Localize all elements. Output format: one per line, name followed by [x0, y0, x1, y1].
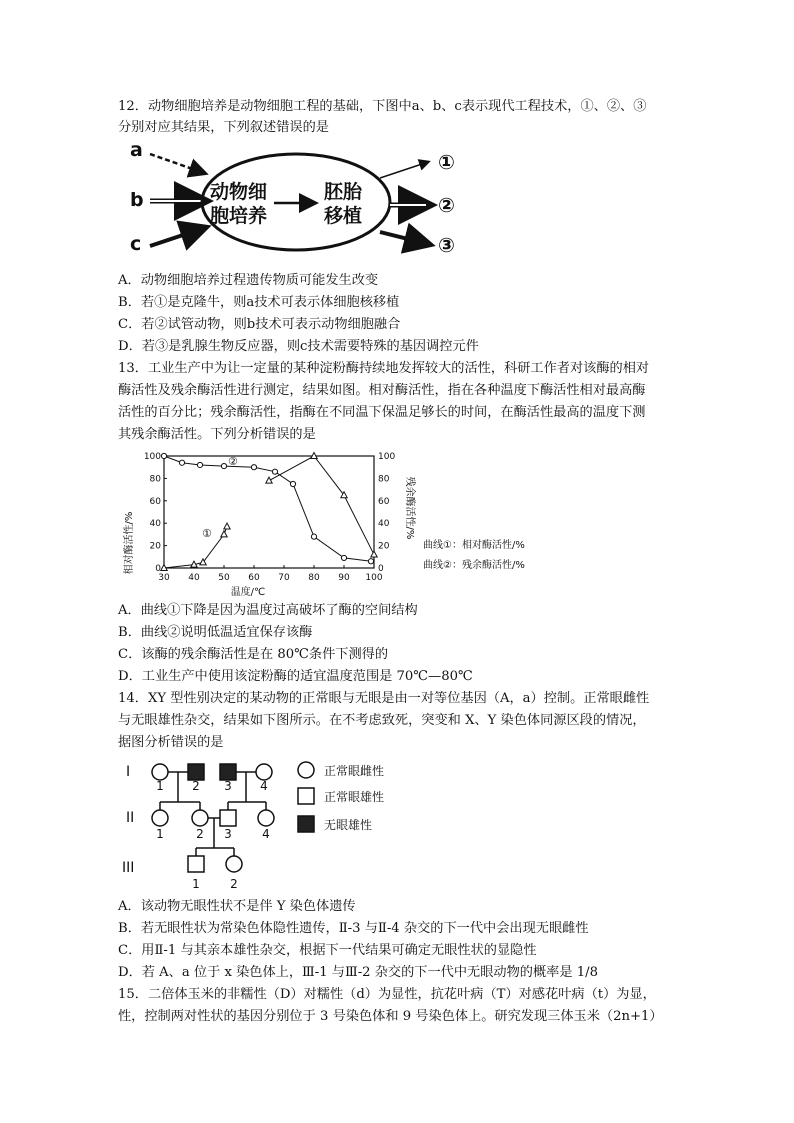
- x-tick-label: 30: [158, 573, 170, 583]
- series-1-point: [224, 523, 230, 529]
- q12-option-c: C．若②试管动物，则b技术可表示动物细胞融合: [118, 317, 401, 332]
- transfer-line-1: 胚胎: [324, 181, 363, 203]
- series-1-point: [221, 531, 227, 537]
- svg-text:2: 2: [192, 779, 200, 793]
- q13-option-c: C．该酶的残余酶活性是在 80℃条件下测得的: [118, 647, 389, 662]
- legend-curve-1: 曲线①：相对酶活性/%: [423, 540, 525, 551]
- label-b: b: [130, 189, 144, 211]
- svg-text:1: 1: [156, 779, 164, 793]
- svg-text:3: 3: [224, 827, 232, 841]
- y-tick-label-right: 100: [378, 452, 396, 462]
- series-2-point: [341, 555, 346, 560]
- series-2-point: [272, 469, 277, 474]
- series-2-point: [161, 453, 166, 458]
- y-tick-label-right: 80: [378, 474, 390, 485]
- legend-symbol-female-normal: [298, 762, 314, 778]
- gen-I: I: [126, 764, 131, 780]
- I-2: [188, 764, 204, 780]
- series-1-point: [266, 477, 272, 483]
- x-tick-label: 80: [308, 573, 320, 583]
- x-tick-label: 50: [218, 573, 230, 583]
- arrow-a: [150, 154, 204, 173]
- q14-stem-line-3: 据图分析错误的是: [118, 735, 224, 750]
- q13-option-d: D．工业生产中使用该淀粉酶的适宜温度范围是 70℃—80℃: [118, 669, 473, 684]
- x-tick-label: 40: [188, 573, 200, 583]
- q14-option-d: D．若 A、a 位于 x 染色体上，Ⅲ-1 与Ⅲ-2 杂交的下一代中无眼动物的概率是 1/8: [118, 965, 598, 980]
- x-tick-label: 100: [365, 573, 383, 583]
- arrow-c: [150, 228, 204, 246]
- q12-option-b: B．若①是克隆牛，则a技术可表示体细胞核移植: [118, 295, 400, 310]
- I-4: [256, 764, 272, 780]
- q14-option-c: C．用Ⅱ-1 与其亲本雄性杂交，根据下一代结果可确定无眼性状的显隐性: [118, 943, 537, 958]
- x-tick-label: 90: [338, 573, 350, 583]
- II-2: [192, 810, 208, 826]
- q13-stem-line-1: 13．工业生产中为让一定量的某种淀粉酶持续地发挥较大的活性，科研工作者对该酶的相对: [118, 361, 650, 376]
- legend-female-normal: 正常眼雌性: [324, 764, 385, 778]
- q12-diagram: [128, 140, 468, 262]
- series-1-point: [371, 551, 377, 557]
- q14-pedigree: [118, 756, 418, 894]
- svg-text:4: 4: [260, 779, 268, 793]
- enzyme-activity-chart: [118, 448, 568, 598]
- legend-male-eyeless: 无眼雄性: [324, 818, 373, 832]
- series-2-point: [290, 481, 295, 486]
- q15-stem-line-2: 性，控制两对性状的基因分别位于 3 号染色体和 9 号染色体上。研究发现三体玉米（2n+1）: [118, 1009, 663, 1024]
- plot-frame: [164, 456, 374, 568]
- result-1: ①: [438, 150, 455, 174]
- series-2-point: [368, 559, 373, 564]
- legend-male-normal: 正常眼雄性: [324, 790, 385, 804]
- label-a: a: [130, 140, 143, 161]
- series-2-point: [221, 463, 226, 468]
- q13-stem-line-2: 酶活性及残余酶活性进行测定，结果如图。相对酶活性，指在各种温度下酶活性相对最高酶: [118, 383, 646, 398]
- series-1-line: [164, 527, 227, 568]
- q13-option-b: B．曲线②说明低温适宜保存该酶: [118, 625, 313, 640]
- y-tick-label-left: 0: [155, 564, 161, 574]
- III-2: [226, 856, 242, 872]
- series-2-point: [311, 534, 316, 539]
- series-1-line: [269, 456, 374, 555]
- legend-symbol-male-eyeless: [298, 816, 314, 832]
- q14-option-a: A．该动物无眼性状不是伴 Y 染色体遗传: [118, 899, 356, 914]
- arrow-3: [380, 232, 428, 244]
- y-tick-label-right: 40: [378, 519, 390, 530]
- svg-text:2: 2: [230, 877, 238, 891]
- y-tick-label-left: 60: [149, 496, 161, 507]
- svg-text:1: 1: [156, 827, 164, 841]
- gen-III: III: [122, 860, 135, 876]
- series-2-line: [164, 456, 371, 561]
- y-tick-label-left: 80: [149, 474, 161, 485]
- y-tick-label-left: 100: [143, 452, 161, 462]
- curve-2-label: ②: [228, 455, 238, 468]
- legend-symbol-male-normal: [298, 788, 314, 804]
- q13-stem-line-3: 活性的百分比；残余酶活性，指酶在不同温下保温足够长的时间，在酶活性最高的温度下测: [118, 405, 646, 420]
- y-axis-label-left: 相对酶活性/%: [124, 511, 135, 575]
- y-axis-label-right: 残余酶活性/%: [404, 476, 415, 540]
- q12-stem-line-1: 12．动物细胞培养是动物细胞工程的基础，下图中a、b、c表示现代工程技术，①、②、③: [118, 99, 647, 114]
- II-4: [258, 810, 274, 826]
- I-1: [152, 764, 168, 780]
- series-2-point: [179, 460, 184, 465]
- q15-stem-line-1: 15．二倍体玉米的非糯性（D）对糯性（d）为显性，抗花叶病（T）对感花叶病（t）为显，: [118, 987, 656, 1002]
- result-2: ②: [438, 193, 455, 217]
- series-2-point: [197, 462, 202, 467]
- svg-text:3: 3: [224, 779, 232, 793]
- II-1: [152, 810, 168, 826]
- q12-option-a: A．动物细胞培养过程遗传物质可能发生改变: [118, 273, 379, 288]
- q13-option-a: A．曲线①下降是因为温度过高破坏了酶的空间结构: [118, 603, 418, 618]
- q12-option-d: D．若③是乳腺生物反应器，则c技术需要特殊的基因调控元件: [118, 339, 479, 354]
- II-3: [220, 810, 236, 826]
- label-c: c: [130, 233, 142, 255]
- q14-stem-line-1: 14．XY 型性别决定的某动物的正常眼与无眼是由一对等位基因（A，a）控制。正常眼雌性: [118, 691, 650, 706]
- y-tick-label-left: 40: [149, 519, 161, 530]
- curve-1-label: ①: [202, 527, 212, 540]
- y-tick-label-right: 0: [378, 564, 384, 574]
- transfer-line-2: 移植: [324, 205, 363, 227]
- result-3: ③: [438, 233, 455, 257]
- series-2-point: [251, 465, 256, 470]
- culture-line-2: 胞培养: [210, 205, 268, 227]
- svg-text:2: 2: [196, 827, 204, 841]
- q14-option-b: B．若无眼性状为常染色体隐性遗传，Ⅱ-3 与Ⅱ-4 杂交的下一代中会出现无眼雌性: [118, 921, 589, 936]
- arrow-1: [380, 162, 428, 178]
- gen-II: II: [126, 810, 135, 826]
- culture-line-1: 动物细: [210, 181, 268, 203]
- y-tick-label-left: 20: [149, 541, 161, 552]
- III-1: [188, 856, 204, 872]
- q12-stem-line-2: 分别对应其结果，下列叙述错误的是: [118, 120, 329, 135]
- y-tick-label-right: 60: [378, 496, 390, 507]
- x-tick-label: 70: [278, 573, 290, 583]
- q14-stem-line-2: 与无眼雄性杂交，结果如下图所示。在不考虑致死，突变和 X、Y 染色体同源区段的情况，: [118, 713, 646, 728]
- y-tick-label-right: 20: [378, 541, 390, 552]
- legend-curve-2: 曲线②：残余酶活性/%: [423, 560, 525, 571]
- x-axis-label: 温度/℃: [230, 587, 266, 598]
- svg-text:4: 4: [262, 827, 270, 841]
- I-3: [220, 764, 236, 780]
- q13-stem-line-4: 其残余酶活性。下列分析错误的是: [118, 427, 316, 442]
- x-tick-label: 60: [248, 573, 260, 583]
- svg-text:1: 1: [192, 877, 200, 891]
